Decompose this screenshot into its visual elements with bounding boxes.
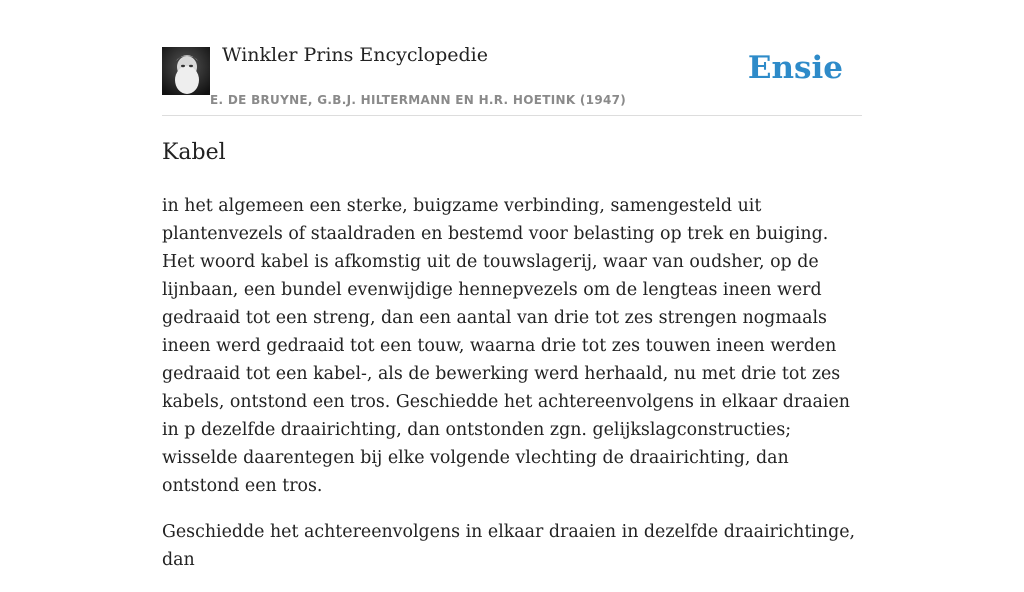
article-title: Kabel [162,140,226,165]
author-avatar [162,47,210,95]
article-paragraph: in het algemeen een sterke, buigzame verbinding, samengesteld uit plantenvezels of staaldraden en bestemd voor belasting op trek en buiging. Het woord kabel is afkomstig uit de touwslagerij, waar van oudsher, op de lijnbaan, een bundel evenwijdige hennepvezels om de lengteas ineen werd gedraaid tot een streng, dan een aantal van drie tot zes strengen nogmaals ineen werd gedraaid tot een touw, waarna drie tot zes touwen ineen werden gedraaid tot een kabel-, als de bewerking werd herhaald, nu met drie tot zes kabels, ontstond een tros. Geschiedde het achtereenvolgens in elkaar draaien in p dezelfde draairichting, dan ontstonden zgn. gelijkslagconstructies; wisselde daarentegen bij elke volgende vlechting de draairichting, dan ontstond een tros. [162,196,850,496]
author-portrait-icon [162,47,210,95]
site-title[interactable]: Winkler Prins Encyclopedie [222,44,488,66]
ensie-logo[interactable]: Ensie [747,50,843,86]
author-credits: E. DE BRUYNE, G.B.J. HILTERMANN EN H.R. HOETINK (1947) [210,93,627,107]
header-divider [162,115,862,116]
article-body [162,192,862,592]
article-paragraph: Geschiedde het achtereenvolgens in elkaar draaien in dezelfde draairichtinge, dan [162,522,856,570]
